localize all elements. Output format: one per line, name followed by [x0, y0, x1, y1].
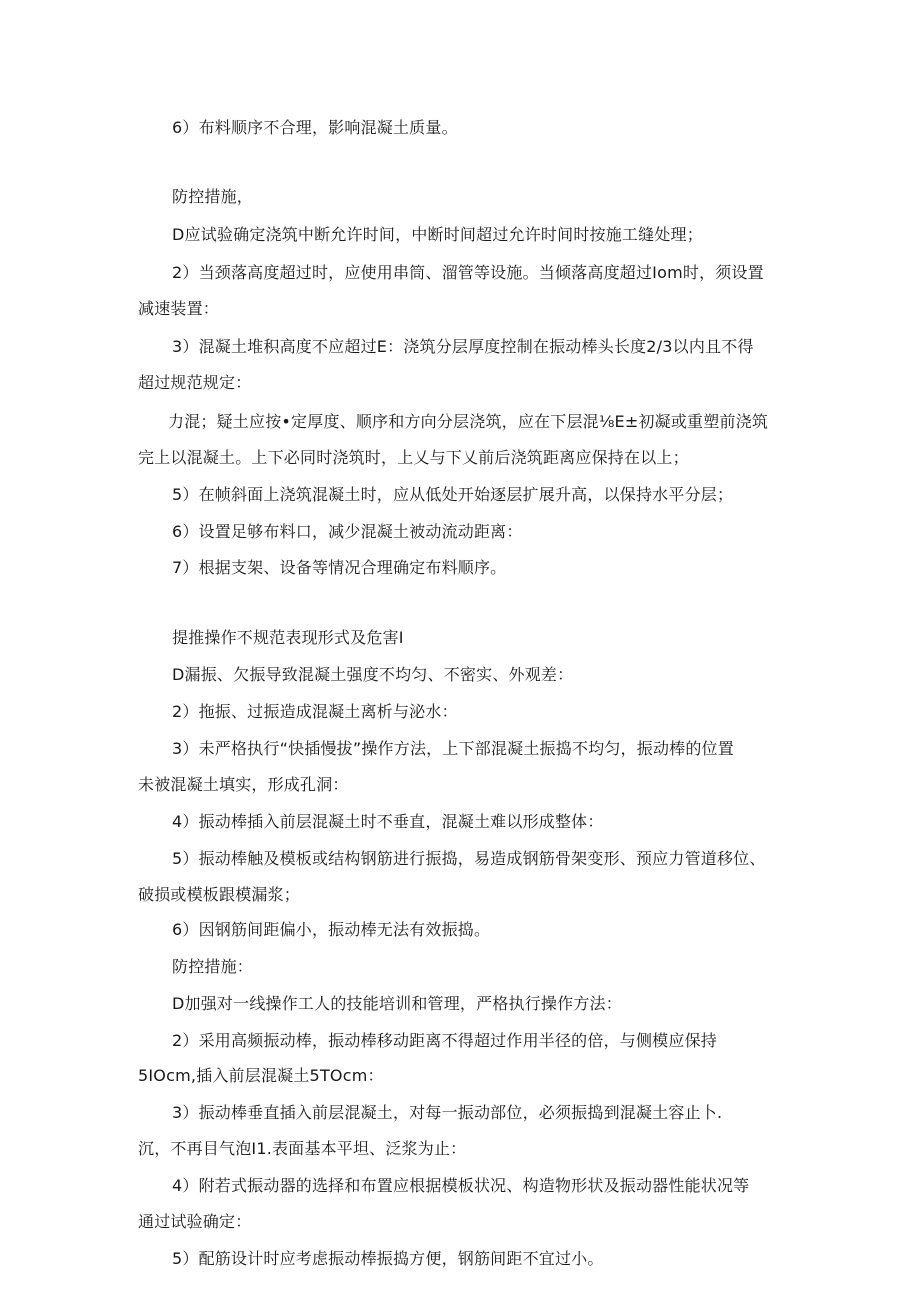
text-line: 6）设置足够布料口，减少混凝土被动流动距离：	[172, 522, 523, 541]
text-line: 3）振动棒垂直插入前层混凝土，对每一振动部位，必须振捣到混凝土容止卜.	[172, 1103, 723, 1122]
text-line: 力混；疑土应按•定厚度、顺序和方向分层浇筑，应在下层混⅛E±初凝或重塑前浇筑	[168, 412, 769, 431]
text-line: 未被混凝土填实，形成孔洞：	[138, 775, 349, 794]
text-line: 2）采用高频振动棒，振动棒移动距离不得超过作用半径的倍，与侧模应保持	[172, 1031, 717, 1050]
text-line: 通过试验确定：	[138, 1212, 252, 1231]
text-line: D应试验确定浇筑中断允许时间，中断时间超过允许时间时按施工缝处理；	[172, 225, 703, 244]
text-line: 4）振动棒插入前层混凝土时不垂直，混凝土难以形成整体：	[172, 812, 604, 831]
text-line: 5IOcm,插入前层混凝土5TOcm：	[138, 1066, 384, 1085]
text-line: 沉，不再目气泡I1.表面基本平坦、泛浆为止：	[138, 1139, 467, 1158]
text-line: 6）布料顺序不合理，影响混凝土质量。	[172, 118, 458, 137]
text-line: 3）混凝土堆积高度不应超过E：浇筑分层厚度控制在振动棒头长度2/3以内且不得	[172, 337, 754, 356]
text-line: 5）配筋设计时应考虑振动棒振捣方便，钢筋间距不宜过小。	[172, 1249, 604, 1268]
text-line: 完上以混凝土。上下必同时浇筑时，上乂与下乂前后浇筑距离应保持在以上；	[138, 448, 689, 467]
text-line: 减速装置：	[138, 299, 220, 318]
section-heading: 提推操作不规范表现形式及危害I	[172, 628, 404, 647]
text-line: 5）振动棒触及模板或结构钢筋进行振捣，易造成钢筋骨架变形、预应力管道移位、	[172, 849, 766, 868]
text-line: 2）当颈落高度超过时，应使用串筒、溜管等设施。当倾落高度超过Iom时，须设置	[172, 263, 764, 282]
text-line: 2）拖振、过振造成混凝土离析与泌水：	[172, 702, 458, 721]
text-line: 4）附若式振动器的选择和布置应根据模板状况、构造物形状及振动器性能状况等	[172, 1176, 750, 1195]
text-line: D漏振、欠振导致混凝土强度不均匀、不密实、外观差：	[172, 665, 574, 684]
text-line: 6）因钢筋间距偏小，振动棒无法有效振捣。	[172, 920, 491, 939]
text-line: 5）在帧斜面上浇筑混凝土时，应从低处开始逐层扩展升高，以保持水平分层；	[172, 485, 734, 504]
text-line: 7）根据支架、设备等情况合理确定布料顺序。	[172, 558, 507, 577]
text-line: 破损或模板跟模漏浆；	[138, 885, 301, 904]
section-heading: 防控措施：	[172, 957, 254, 976]
text-line: D加强对一线操作工人的技能培训和管理，严格执行操作方法：	[172, 994, 622, 1013]
text-line: 超过规范规定：	[138, 373, 252, 392]
text-line: 3）未严格执行“快插慢拔”操作方法，上下部混凝土振捣不均匀，振动棒的位置	[172, 739, 734, 758]
section-heading: 防控措施，	[172, 187, 254, 206]
